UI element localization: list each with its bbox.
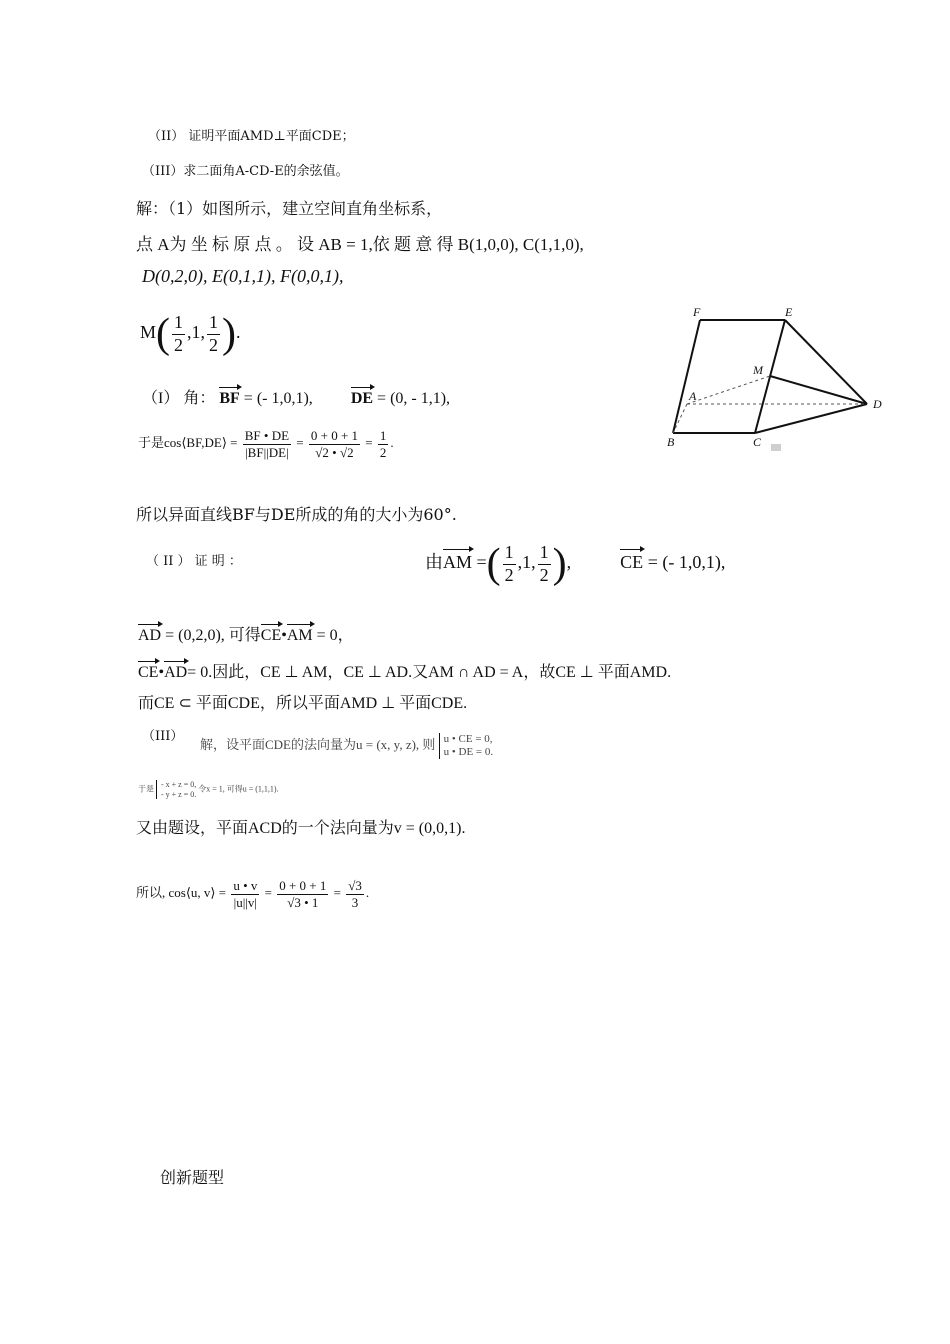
question-2: （II） 证明平面AMD⊥平面CDE； bbox=[148, 129, 355, 144]
normal-vector-line: 又由题设，平面ACD的一个法向量为v = (0,0,1). bbox=[136, 820, 466, 837]
angle-result: 所以异面直线BF与DE所成的角的大小为60°. bbox=[136, 505, 457, 524]
vector-ce: CE bbox=[620, 552, 644, 573]
vector-ad: AD bbox=[138, 627, 162, 644]
tiny-system-line: 于是 - x + z = 0, - y + z = 0. 令x = 1, 可得u = (1,1,1). bbox=[138, 780, 279, 799]
edge-fb bbox=[673, 320, 700, 433]
smudge-mark bbox=[771, 444, 781, 451]
label-c: C bbox=[753, 435, 762, 449]
label-m: M bbox=[753, 363, 763, 377]
part-3-label: （III） bbox=[142, 729, 184, 744]
question-3: （III）求二面角A-CD-E的余弦值。 bbox=[142, 164, 349, 179]
label-a: A bbox=[689, 389, 697, 403]
ce-ad-line: CE•AD= 0.因此，CE ⊥ AM，CE ⊥ AD.又AM ∩ AD = A，故CE ⊥ 平面AMD. bbox=[138, 664, 672, 681]
label-d: D bbox=[873, 397, 882, 411]
cos-bf-de: 于是cos⟨BF,DE⟩ = $\frac{BF • DE}{|BF||DE|}$ = $\frac{0 + 0 + 1}{√2 • √2}$ = $\frac{1}{2}$ . bbox=[138, 428, 394, 460]
label-f: F bbox=[693, 305, 701, 319]
vector-bf: BF bbox=[219, 390, 240, 407]
vector-am: AM bbox=[443, 552, 473, 573]
solution-intro: 解：（1）如图所示，建立空间直角坐标系， bbox=[136, 199, 443, 218]
plane-conclusion: 而CE ⊂ 平面CDE，所以平面AMD ⊥ 平面CDE. bbox=[138, 695, 468, 712]
part-2-am-ce: 由AM =( $\frac{1}{2}$ ,1, $\frac{1}{2}$ ), CE = (- 1,0,1), bbox=[425, 541, 726, 588]
coordinates-line-1: 点 A为 坐 标 原 点 。 设 AB = 1,依 题 意 得 B(1,0,0), C(1,1,0), bbox=[136, 235, 584, 254]
label-b: B bbox=[667, 435, 675, 449]
part-3-normal-setup: 解，设平面CDE的法向量为u = (x, y, z), 则 u • CE = 0, u • DE = 0. bbox=[200, 733, 494, 759]
geometry-figure bbox=[655, 300, 895, 460]
part-1-vectors: （I） 角： BF = (- 1,0,1), DE = (0, - 1,1), bbox=[142, 390, 451, 407]
edge-ab bbox=[673, 404, 687, 433]
point-m: M( $\frac{1}{2}$ ,1, $\frac{1}{2}$ ). bbox=[140, 311, 241, 358]
cos-u-v: 所以, cos⟨u, v⟩ = $\frac{u • v}{|u||v|}$ = $\frac{0 + 0 + 1}{√3 • 1}$ = $\frac{√3}{3}$ . bbox=[136, 878, 370, 910]
edge-am bbox=[687, 376, 770, 404]
label-e: E bbox=[785, 305, 793, 319]
ad-line: AD = (0,2,0), 可得CE•AM = 0， bbox=[138, 627, 354, 644]
edge-cd bbox=[755, 404, 867, 433]
coordinates-line-2: D(0,2,0), E(0,1,1), F(0,0,1), bbox=[142, 266, 344, 286]
vector-de: DE bbox=[350, 390, 374, 407]
footer-heading: 创新题型 bbox=[160, 1168, 225, 1187]
part-2-label: （ II ） 证 明 ： bbox=[146, 554, 242, 569]
